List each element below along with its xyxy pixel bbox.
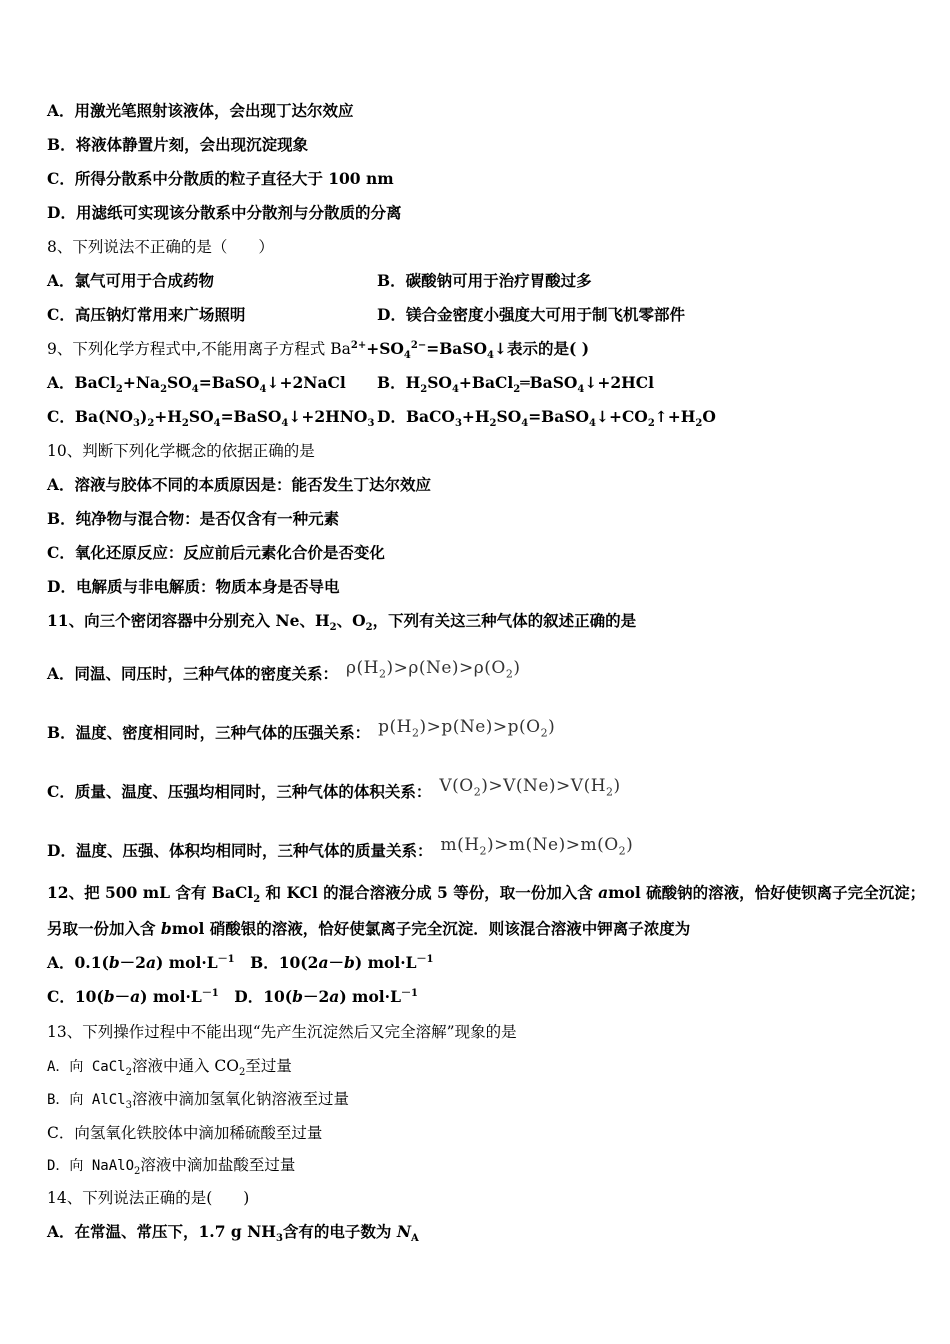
q11-option-d: D．温度、压强、体积均相同时，三种气体的质量关系： $m(H_2)>m(Ne)>m(O_2)$	[47, 835, 634, 860]
q11-b-formula: $p(H_2)>p(Ne)>p(O_2)$	[378, 717, 556, 740]
q11-stem: 11、向三个密闭容器中分别充入 Ne、$H_2$、$O_2$，下列有关这三种气体的叙述正确的是	[47, 611, 637, 634]
q8-option-b: B．碳酸钠可用于治疗胃酸过多	[377, 271, 592, 290]
q11-option-b: B．温度、密度相同时，三种气体的压强关系： $p(H_2)>p(Ne)>p(O_2)$	[47, 717, 556, 742]
q13-option-b: B．向 AlCl$_3$溶液中滴加氢氧化钠溶液至过量	[47, 1090, 349, 1112]
q8-option-a: A．氯气可用于合成药物	[47, 271, 215, 290]
q10-option-a: A．溶液与胶体不同的本质原因是：能否发生丁达尔效应	[47, 475, 432, 494]
q9-option-b: B．$H_2SO_4+BaCl_2═BaSO_4↓+2HCl$	[377, 373, 655, 396]
q7-option-c: C．所得分散系中分散质的粒子直径大于 100 nm	[47, 169, 394, 188]
q10-option-d: D．电解质与非电解质：物质本身是否导电	[47, 577, 340, 596]
q10-option-b: B．纯净物与混合物：是否仅含有一种元素	[47, 509, 340, 528]
q8-option-c: C．高压钠灯常用来广场照明	[47, 305, 246, 324]
q10-stem: 10、判断下列化学概念的依据正确的是	[47, 442, 315, 460]
q7-option-d: D．用滤纸可实现该分散系中分散剂与分散质的分离	[47, 203, 402, 222]
q13-option-d: D．向 NaAlO$_2$溶液中滴加盐酸至过量	[47, 1156, 296, 1178]
q12-options-ab: A．0.1(b－2a) $mol\cdot L^{-1}$ B．10(2a－b) $mol\cdot L^{-1}$	[47, 953, 434, 972]
q14-stem: 14、下列说法正确的是( )	[47, 1189, 250, 1207]
q9-option-d: D．$BaCO_3+H_2SO_4=BaSO_4↓+CO_2↑+H_2O$	[377, 407, 716, 430]
q9-stem: 9、下列化学方程式中,不能用离子方程式 $Ba^{2+}+SO_4^{2-}=BaSO_4↓$表示的是( )	[47, 339, 590, 362]
q8-option-d: D．镁合金密度小强度大可用于制飞机零部件	[377, 305, 685, 324]
q9-option-c: C．$Ba(NO_3)_2+H_2SO_4=BaSO_4↓+2HNO_3$	[47, 407, 375, 430]
q11-option-a: A．同温、同压时，三种气体的密度关系： $\rho(H_2)>\rho(Ne)>\rho(O_2)$	[47, 658, 521, 683]
q8-stem: 8、下列说法不正确的是（ ）	[47, 238, 274, 256]
q14-option-a: A．在常温、常压下，1.7 g $NH_3$含有的电子数为 $N_A$	[47, 1222, 419, 1245]
q11-a-formula: $\rho(H_2)>\rho(Ne)>\rho(O_2)$	[346, 658, 521, 681]
q12-stem-line1: 12、把 500 mL 含有 BaCl$_2$ 和 KCl 的混合溶液分成 5 等份，取一份加入含 amol 硫酸钠的溶液，恰好使钡离子完全沉淀；	[47, 883, 926, 906]
q11-d-formula: $m(H_2)>m(Ne)>m(O_2)$	[440, 835, 634, 858]
q11-option-c: C．质量、温度、压强均相同时，三种气体的体积关系： $V(O_2)>V(Ne)>V(H_2)$	[47, 776, 621, 801]
q13-option-a: A．向 CaCl$_2$溶液中通入 $CO_2$至过量	[47, 1057, 292, 1079]
q13-option-c: C．向氢氧化铁胶体中滴加稀硫酸至过量	[47, 1124, 323, 1142]
q12-stem-line2: 另取一份加入含 bmol 硝酸银的溶液，恰好使氯离子完全沉淀．则该混合溶液中钾离子浓度为	[47, 919, 691, 938]
q13-stem: 13、下列操作过程中不能出现“先产生沉淀然后又完全溶解”现象的是	[47, 1023, 517, 1041]
q10-option-c: C．氧化还原反应：反应前后元素化合价是否变化	[47, 543, 385, 562]
q7-option-b: B．将液体静置片刻，会出现沉淀现象	[47, 135, 309, 154]
q7-option-a: A．用激光笔照射该液体，会出现丁达尔效应	[47, 101, 354, 120]
q9-option-a: A．$BaCl_2+Na_2SO_4=BaSO_4↓+2NaCl$	[47, 373, 346, 396]
q12-options-cd: C．10(b－a) $mol\cdot L^{-1}$ D．10(b－2a) $mol\cdot L^{-1}$	[47, 987, 418, 1006]
q11-c-formula: $V(O_2)>V(Ne)>V(H_2)$	[439, 776, 621, 799]
